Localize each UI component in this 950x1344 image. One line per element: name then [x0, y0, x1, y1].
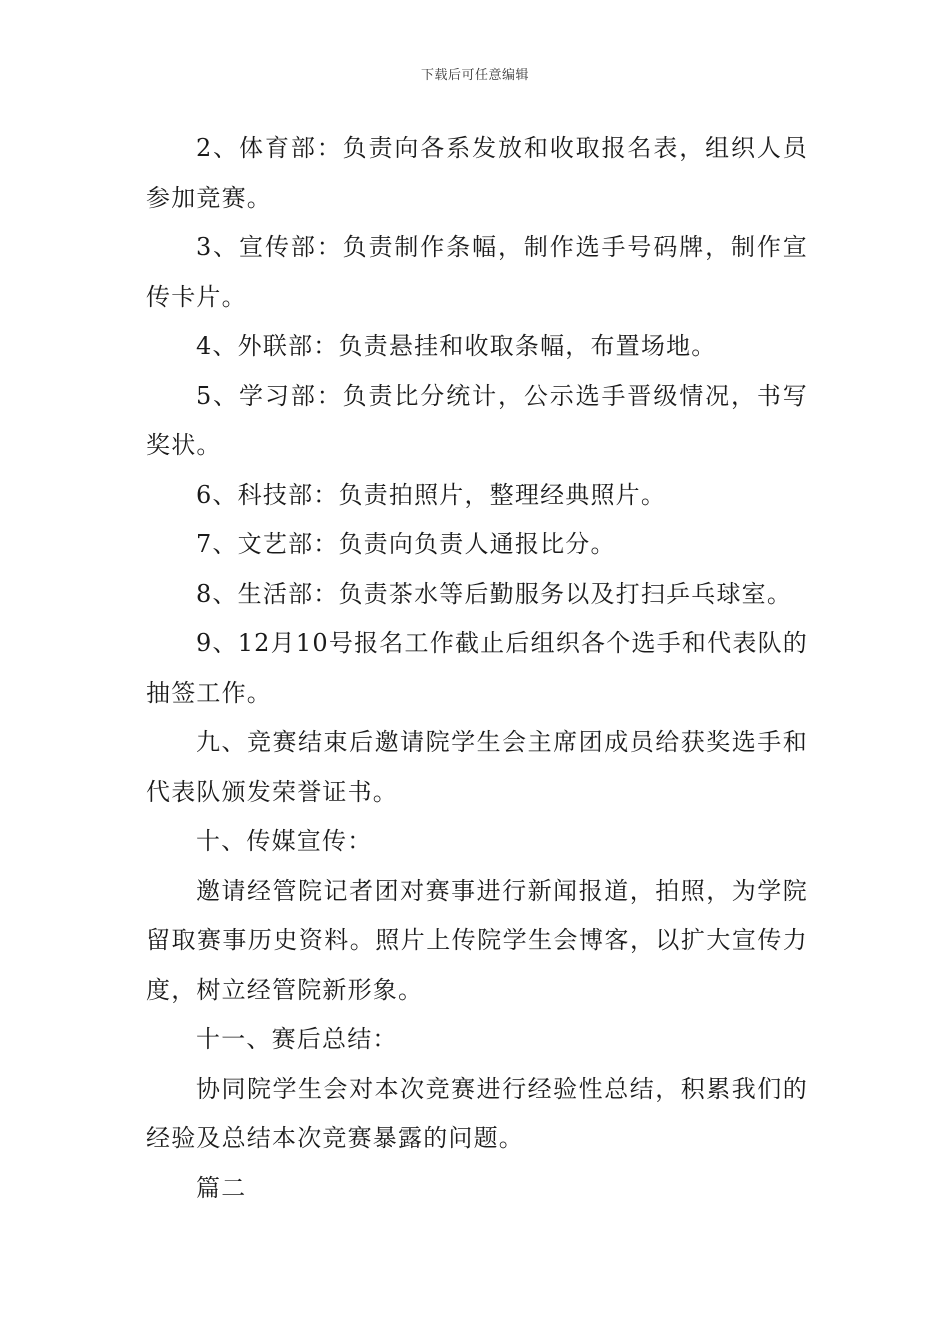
section-heading-summary: 十一、赛后总结： — [196, 1025, 398, 1053]
paragraph-summary-details: 协同院学生会对本次竞赛进行经验性总结，积累我们的经验及总结本次竞赛暴露的问题。 — [146, 1074, 808, 1152]
paragraph-external-dept: 4、外联部：负责悬挂和收取条幅，布置场地。 — [196, 332, 717, 360]
paragraph-media-details: 邀请经管院记者团对赛事进行新闻报道，拍照，为学院留取赛事历史资料。照片上传院学生会博客，以扩大宣传力度，树立经管院新形象。 — [146, 876, 808, 1004]
section-heading-media: 十、传媒宣传： — [196, 827, 373, 855]
paragraph-publicity-dept: 3、宣传部：负责制作条幅，制作选手号码牌，制作宣传卡片。 — [146, 233, 808, 311]
paragraph-arts-dept: 7、文艺部：负责向负责人通报比分。 — [196, 530, 616, 558]
paragraph-tech-dept: 6、科技部：负责拍照片，整理经典照片。 — [196, 480, 667, 509]
paragraph-life-dept: 8、生活部：负责茶水等后勤服务以及打扫乒乓球室。 — [196, 579, 793, 608]
paragraph-study-dept: 5、学习部：负责比分统计，公示选手晋级情况，书写奖状。 — [146, 381, 808, 459]
paragraph-sports-dept: 2、体育部：负责向各系发放和收取报名表，组织人员参加竞赛。 — [146, 134, 808, 212]
page-header: 下载后可任意编辑 — [420, 68, 529, 83]
paragraph-award-ceremony: 九、竞赛结束后邀请院学生会主席团成员给获奖选手和代表队颁发荣誉证书。 — [146, 728, 808, 806]
document-body — [146, 124, 808, 1213]
paragraph-draw-lots: 9、12月10号报名工作截止后组织各个选手和代表队的抽签工作。 — [146, 629, 808, 707]
section-heading-part-two: 篇二 — [196, 1173, 247, 1202]
